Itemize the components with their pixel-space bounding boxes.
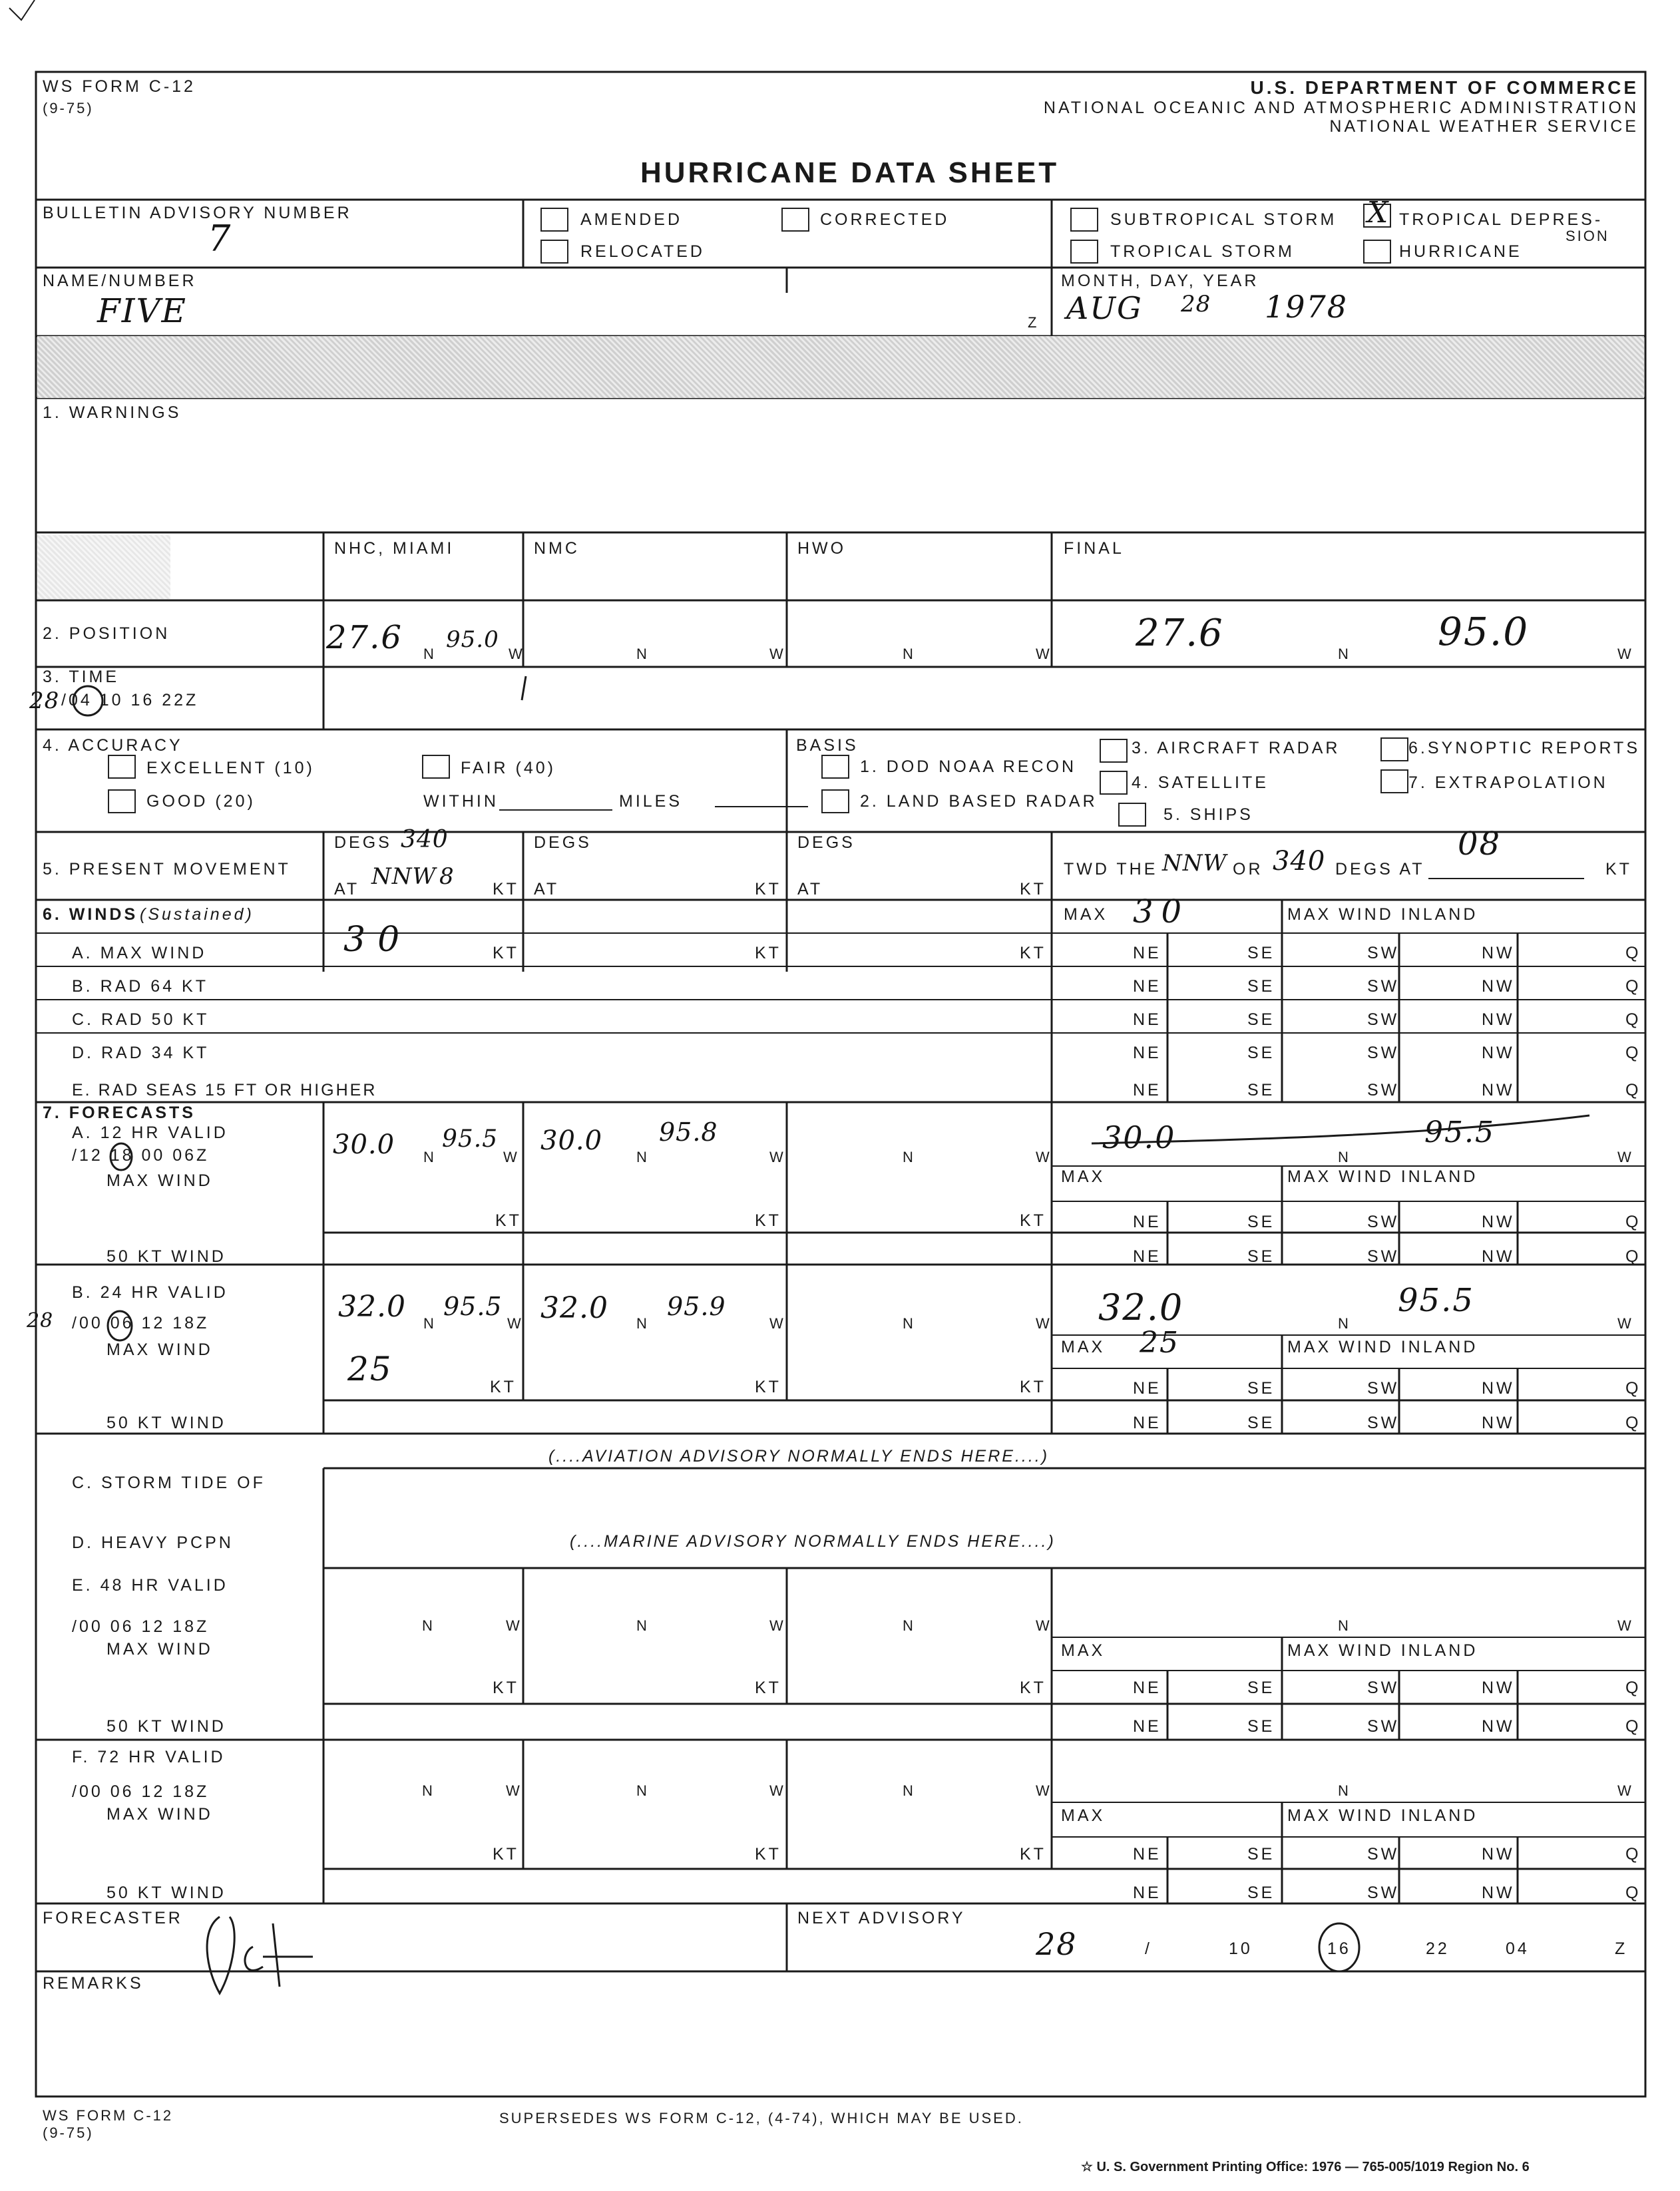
twd-label: TWD THE (1064, 860, 1158, 879)
n-label: N (423, 646, 436, 662)
aviation-note: (....AVIATION ADVISORY NORMALLY ENDS HERE....) (548, 1447, 1050, 1466)
w-label: W (769, 646, 785, 662)
ne-label: NE (1133, 1679, 1161, 1697)
nhc-max-wind[interactable]: 30 (343, 920, 412, 960)
kt-label: KT (493, 944, 519, 962)
q-label: Q (1625, 1247, 1641, 1266)
a-nmc-lon[interactable]: 95.8 (659, 1117, 718, 1147)
subtropical-label: SUBTROPICAL STORM (1110, 210, 1337, 229)
sw-label: SW (1367, 1081, 1400, 1099)
a-hours: /12 18 00 06Z (72, 1146, 210, 1165)
se-label: SE (1247, 944, 1275, 962)
hurricane-label: HURRICANE (1399, 242, 1522, 261)
at-label: AT (534, 880, 560, 898)
n-label: N (636, 1149, 649, 1165)
good-checkbox[interactable] (108, 789, 136, 813)
w-label: W (509, 646, 525, 662)
f-hours: /00 06 12 18Z (72, 1782, 210, 1801)
sw-label: SW (1367, 1247, 1400, 1266)
max-label: MAX (1061, 1806, 1106, 1825)
next-day[interactable]: 28 (1036, 1926, 1078, 1962)
n-label: N (1338, 1315, 1351, 1332)
b-nhc-lat[interactable]: 32.0 (338, 1290, 406, 1324)
kt-label: KT (755, 1845, 781, 1864)
b-nmc-lon[interactable]: 95.9 (667, 1292, 726, 1321)
w-label: W (1617, 1315, 1633, 1332)
marine-note: (....MARINE ADVISORY NORMALLY ENDS HERE....) (570, 1532, 1056, 1551)
b-max-wind-label: MAX WIND (106, 1340, 213, 1359)
kt-label: KT (1605, 860, 1632, 879)
footer-form-date: (9-75) (43, 2124, 94, 2141)
kt-label: KT (755, 944, 781, 962)
dept-name: U.S. DEPARTMENT OF COMMERCE (1250, 77, 1639, 98)
q-label: Q (1625, 1845, 1641, 1864)
se-label: SE (1247, 1679, 1275, 1697)
f-max-wind-label: MAX WIND (106, 1805, 213, 1824)
b-max-value[interactable]: 25 (1140, 1326, 1179, 1360)
b-hours: /00 06 12 18Z (72, 1314, 210, 1332)
e-hours: /00 06 12 18Z (72, 1617, 210, 1636)
movement-degs[interactable]: 340 (401, 826, 449, 853)
within-label: WITHIN (423, 792, 499, 811)
b-50kt-label: 50 KT WIND (106, 1414, 226, 1432)
nhc-lon[interactable]: 95.0 (446, 626, 499, 653)
kt-label: KT (493, 1845, 519, 1864)
basis-2-label: 2. LAND BASED RADAR (860, 792, 1098, 811)
n-label: N (1338, 1149, 1351, 1165)
basis-label: BASIS (796, 736, 859, 755)
kt-label: KT (493, 880, 519, 898)
e-48hr-label: E. 48 HR VALID (72, 1576, 228, 1595)
a-50kt-label: 50 KT WIND (106, 1247, 226, 1266)
shaded-band (37, 336, 1644, 398)
kt-label: KT (755, 1378, 781, 1396)
sw-label: SW (1367, 1414, 1400, 1432)
ne-label: NE (1133, 977, 1161, 996)
w-label: W (506, 1617, 522, 1634)
max-wind-value[interactable]: 30 (1133, 893, 1190, 930)
se-label: SE (1247, 1044, 1275, 1062)
kt-label: KT (490, 1378, 517, 1396)
relocated-checkbox[interactable] (540, 240, 568, 264)
col-hwo: HWO (797, 539, 847, 558)
page-title: HURRICANE DATA SHEET (640, 156, 1060, 189)
supersedes-note: SUPERSEDES WS FORM C-12, (4-74), WHICH MAY BE USED. (499, 2110, 1024, 2126)
warnings-label: 1. WARNINGS (43, 403, 182, 422)
sw-label: SW (1367, 1379, 1400, 1398)
w-label: W (769, 1315, 785, 1332)
nw-label: NW (1482, 944, 1515, 962)
sw-label: SW (1367, 1717, 1400, 1736)
date-month[interactable]: AUG (1066, 290, 1143, 326)
max-inland-label: MAX WIND INLAND (1287, 1641, 1478, 1660)
kt-label: KT (495, 1211, 522, 1230)
b-nmc-lat[interactable]: 32.0 (540, 1291, 608, 1325)
tropical-depression-label: TROPICAL DEPRES- (1399, 210, 1603, 229)
twd-dir[interactable]: NNW (1162, 850, 1227, 877)
a-12hr-label: A. 12 HR VALID (72, 1123, 228, 1142)
sw-label: SW (1367, 1213, 1400, 1231)
kt-label: KT (755, 1679, 781, 1697)
w-label: W (1036, 1617, 1052, 1634)
service-name: NATIONAL WEATHER SERVICE (1329, 117, 1639, 136)
q-label: Q (1625, 944, 1641, 962)
kt-label: KT (755, 880, 781, 898)
next-slash: / (1145, 1939, 1152, 1958)
b-24hr-label: B. 24 HR VALID (72, 1283, 228, 1302)
max-label: MAX (1064, 905, 1108, 924)
movement-label: 5. PRESENT MOVEMENT (43, 860, 291, 879)
amended-label: AMENDED (580, 210, 683, 229)
nw-label: NW (1482, 1717, 1515, 1736)
n-label: N (1338, 646, 1351, 662)
n-label: N (1338, 1617, 1351, 1634)
q-label: Q (1625, 1044, 1641, 1062)
basis-5-checkbox[interactable] (1118, 803, 1146, 827)
basis-6-checkbox[interactable] (1380, 737, 1408, 761)
max-label: MAX (1061, 1641, 1106, 1660)
next-h16: 16 (1327, 1939, 1351, 1958)
degs-label: DEGS (534, 833, 592, 852)
next-h10: 10 (1229, 1939, 1253, 1958)
nw-label: NW (1482, 1414, 1515, 1432)
ne-label: NE (1133, 1884, 1161, 1902)
time-day[interactable]: 28 (29, 688, 60, 714)
a-max-wind-label: MAX WIND (106, 1171, 213, 1190)
at-label: AT (797, 880, 823, 898)
storm-tide-label: C. STORM TIDE OF (72, 1474, 266, 1492)
sw-label: SW (1367, 1044, 1400, 1062)
ne-label: NE (1133, 1845, 1161, 1864)
shaded-corner (37, 535, 170, 599)
max-label: MAX (1061, 1167, 1106, 1186)
degs-label: DEGS (797, 833, 855, 852)
ne-label: NE (1133, 1213, 1161, 1231)
n-label: N (903, 1782, 915, 1799)
movement-dir[interactable]: NNW (371, 863, 437, 890)
gpo-note: ☆ U. S. Government Printing Office: 1976 — 765-005/1019 Region No. 6 (1081, 2160, 1530, 2174)
nw-label: NW (1482, 1010, 1515, 1029)
movement-speed[interactable]: 8 (439, 863, 455, 890)
se-label: SE (1247, 1081, 1275, 1099)
col-final: FINAL (1064, 539, 1124, 558)
kt-label: KT (1020, 944, 1046, 962)
b-nhc-lon[interactable]: 95.5 (443, 1292, 503, 1321)
n-label: N (636, 1782, 649, 1799)
f-50kt-label: 50 KT WIND (106, 1884, 226, 1902)
w-label: W (1617, 1149, 1633, 1165)
date-label: MONTH, DAY, YEAR (1061, 272, 1259, 290)
remarks-label: REMARKS (43, 1974, 144, 1993)
sw-label: SW (1367, 1010, 1400, 1029)
basis-3-label: 3. AIRCRAFT RADAR (1132, 739, 1341, 757)
ne-label: NE (1133, 1414, 1161, 1432)
kt-label: KT (1020, 1211, 1046, 1230)
a-nhc-lat[interactable]: 30.0 (333, 1129, 395, 1160)
hurricane-checkbox[interactable] (1363, 240, 1391, 264)
radseas-label: E. RAD SEAS 15 FT OR HIGHER (72, 1081, 377, 1099)
amended-checkbox[interactable] (540, 208, 568, 232)
max-inland-label: MAX WIND INLAND (1287, 1806, 1478, 1825)
kt-label: KT (1020, 880, 1046, 898)
n-label: N (636, 646, 649, 662)
forecaster-label: FORECASTER (43, 1909, 183, 1927)
nw-label: NW (1482, 1213, 1515, 1231)
final-lon[interactable]: 95.0 (1438, 609, 1530, 654)
e-50kt-label: 50 KT WIND (106, 1717, 226, 1736)
max-inland-label: MAX WIND INLAND (1287, 905, 1478, 924)
w-label: W (769, 1617, 785, 1634)
excellent-label: EXCELLENT (10) (146, 759, 315, 777)
name-z: Z (1028, 314, 1039, 331)
rad64-label: B. RAD 64 KT (72, 977, 208, 996)
rad50-label: C. RAD 50 KT (72, 1010, 210, 1029)
nw-label: NW (1482, 1044, 1515, 1062)
w-label: W (1036, 646, 1052, 662)
nhc-lat[interactable]: 27.6 (326, 619, 403, 656)
fair-label: FAIR (40) (461, 759, 556, 777)
time-hours: /04 10 16 22Z (61, 691, 199, 709)
time-label: 3. TIME (43, 668, 120, 686)
basis-3-checkbox[interactable] (1100, 739, 1128, 763)
w-label: W (503, 1149, 519, 1165)
degs-at-label: DEGS AT (1335, 860, 1425, 879)
n-label: N (903, 1315, 915, 1332)
basis-2-checkbox[interactable] (821, 789, 849, 813)
basis-4-label: 4. SATELLITE (1132, 773, 1269, 792)
sw-label: SW (1367, 1884, 1400, 1902)
max-inland-label: MAX WIND INLAND (1287, 1338, 1478, 1356)
q-label: Q (1625, 1884, 1641, 1902)
storm-name[interactable]: FIVE (97, 292, 188, 330)
kt-label: KT (1020, 1845, 1046, 1864)
ne-label: NE (1133, 1379, 1161, 1398)
sw-label: SW (1367, 1845, 1400, 1864)
basis-4-checkbox[interactable] (1100, 771, 1128, 795)
date-year[interactable]: 1978 (1265, 289, 1349, 325)
w-label: W (1617, 1617, 1633, 1634)
q-label: Q (1625, 977, 1641, 996)
rad34-label: D. RAD 34 KT (72, 1044, 210, 1062)
date-day[interactable]: 28 (1181, 291, 1211, 317)
se-label: SE (1247, 1845, 1275, 1864)
tropical-depression-mark: X (1367, 196, 1390, 230)
next-z: Z (1615, 1939, 1628, 1958)
w-label: W (769, 1149, 785, 1165)
bulletin-label: BULLETIN ADVISORY NUMBER (43, 204, 352, 222)
good-label: GOOD (20) (146, 792, 256, 811)
nw-label: NW (1482, 1081, 1515, 1099)
q-label: Q (1625, 1081, 1641, 1099)
relocated-label: RELOCATED (580, 242, 705, 261)
b-final-lon[interactable]: 95.5 (1398, 1282, 1474, 1319)
ne-label: NE (1133, 1044, 1161, 1062)
se-label: SE (1247, 1247, 1275, 1266)
corrected-label: CORRECTED (820, 210, 950, 229)
e-max-wind-label: MAX WIND (106, 1640, 213, 1659)
a-nmc-lat[interactable]: 30.0 (540, 1125, 603, 1156)
se-label: SE (1247, 1414, 1275, 1432)
n-label: N (903, 1617, 915, 1634)
col-nhc: NHC, MIAMI (334, 539, 455, 558)
basis-7-checkbox[interactable] (1380, 769, 1408, 793)
w-label: W (1036, 1149, 1052, 1165)
twd-degs[interactable]: 340 (1273, 846, 1326, 877)
form-id: WS FORM C-12 (43, 77, 196, 96)
q-label: Q (1625, 1213, 1641, 1231)
next-advisory-label: NEXT ADVISORY (797, 1909, 966, 1927)
within-field[interactable] (499, 809, 612, 811)
n-label: N (422, 1617, 435, 1634)
n-label: N (423, 1315, 436, 1332)
next-h22: 22 (1426, 1939, 1450, 1958)
n-label: N (636, 1315, 649, 1332)
a-final-lon[interactable]: 95.5 (1424, 1115, 1495, 1149)
corrected-checkbox[interactable] (781, 208, 809, 232)
b-nhc-wind[interactable]: 25 (347, 1350, 393, 1388)
q-label: Q (1625, 1379, 1641, 1398)
next-h04: 04 (1506, 1939, 1530, 1958)
kt-label: KT (1020, 1679, 1046, 1697)
se-label: SE (1247, 1010, 1275, 1029)
ne-label: NE (1133, 1010, 1161, 1029)
degs-label: DEGS (334, 833, 392, 852)
ne-label: NE (1133, 1717, 1161, 1736)
f-72hr-label: F. 72 HR VALID (72, 1748, 226, 1766)
nw-label: NW (1482, 977, 1515, 996)
nw-label: NW (1482, 1845, 1515, 1864)
kt-label: KT (755, 1211, 781, 1230)
se-label: SE (1247, 977, 1275, 996)
tropical-storm-checkbox[interactable] (1070, 240, 1098, 264)
q-label: Q (1625, 1010, 1641, 1029)
b-day[interactable]: 28 (27, 1309, 54, 1332)
or-label: OR (1233, 860, 1263, 879)
sw-label: SW (1367, 1679, 1400, 1697)
basis-1-checkbox[interactable] (821, 755, 849, 779)
max-inland-label: MAX WIND INLAND (1287, 1167, 1478, 1186)
q-label: Q (1625, 1414, 1641, 1432)
basis-5-label: 5. SHIPS (1163, 805, 1253, 824)
ne-label: NE (1133, 1081, 1161, 1099)
tropical-depression-label-2: SION (1566, 228, 1609, 244)
n-label: N (903, 646, 915, 662)
kt-label: KT (493, 1679, 519, 1697)
sw-label: SW (1367, 977, 1400, 996)
max-wind-label: A. MAX WIND (72, 944, 207, 962)
n-label: N (422, 1782, 435, 1799)
w-label: W (1036, 1782, 1052, 1799)
nw-label: NW (1482, 1679, 1515, 1697)
ne-label: NE (1133, 944, 1161, 962)
name-label: NAME/NUMBER (43, 272, 197, 290)
b-final-lat[interactable]: 32.0 (1098, 1287, 1184, 1328)
footer-form-id: WS FORM C-12 (43, 2107, 174, 2124)
max-label: MAX (1061, 1338, 1106, 1356)
tropical-storm-label: TROPICAL STORM (1110, 242, 1295, 261)
basis-6-label: 6.SYNOPTIC REPORTS (1408, 739, 1640, 757)
w-label: W (1036, 1315, 1052, 1332)
w-label: W (769, 1782, 785, 1799)
w-label: W (1617, 646, 1633, 662)
final-lat[interactable]: 27.6 (1136, 612, 1224, 655)
fair-checkbox[interactable] (422, 755, 450, 779)
position-label: 2. POSITION (43, 624, 170, 643)
w-label: W (1617, 1782, 1633, 1799)
sw-label: SW (1367, 944, 1400, 962)
winds-label: 6. WINDS (43, 905, 138, 924)
miles-label: MILES (619, 792, 683, 811)
at-label: AT (334, 880, 360, 898)
se-label: SE (1247, 1213, 1275, 1231)
se-label: SE (1247, 1379, 1275, 1398)
w-label: W (506, 1782, 522, 1799)
col-nmc: NMC (534, 539, 580, 558)
form-date: (9-75) (43, 100, 94, 116)
n-label: N (903, 1149, 915, 1165)
n-label: N (636, 1617, 649, 1634)
accuracy-label: 4. ACCURACY (43, 736, 183, 755)
nw-label: NW (1482, 1379, 1515, 1398)
n-label: N (423, 1149, 436, 1165)
q-label: Q (1625, 1679, 1641, 1697)
twd-speed[interactable]: 08 (1458, 825, 1502, 863)
subtropical-checkbox[interactable] (1070, 208, 1098, 232)
ne-label: NE (1133, 1247, 1161, 1266)
n-label: N (1338, 1782, 1351, 1799)
basis-7-label: 7. EXTRAPOLATION (1408, 773, 1608, 792)
forecasts-label: 7. FORECASTS (43, 1103, 196, 1122)
basis-1-label: 1. DOD NOAA RECON (860, 757, 1076, 776)
agency-name: NATIONAL OCEANIC AND ATMOSPHERIC ADMINISTRATION (1043, 99, 1639, 117)
bulletin-value[interactable]: 7 (208, 218, 232, 260)
q-label: Q (1625, 1717, 1641, 1736)
nw-label: NW (1482, 1247, 1515, 1266)
se-label: SE (1247, 1717, 1275, 1736)
kt-label: KT (1020, 1378, 1046, 1396)
w-label: W (507, 1315, 523, 1332)
a-final-lat[interactable]: 30.0 (1102, 1119, 1176, 1155)
winds-sub-label: (Sustained) (140, 905, 254, 924)
a-nhc-lon[interactable]: 95.5 (442, 1125, 499, 1153)
excellent-checkbox[interactable] (108, 755, 136, 779)
se-label: SE (1247, 1884, 1275, 1902)
heavy-pcpn-label: D. HEAVY PCPN (72, 1533, 234, 1552)
nw-label: NW (1482, 1884, 1515, 1902)
